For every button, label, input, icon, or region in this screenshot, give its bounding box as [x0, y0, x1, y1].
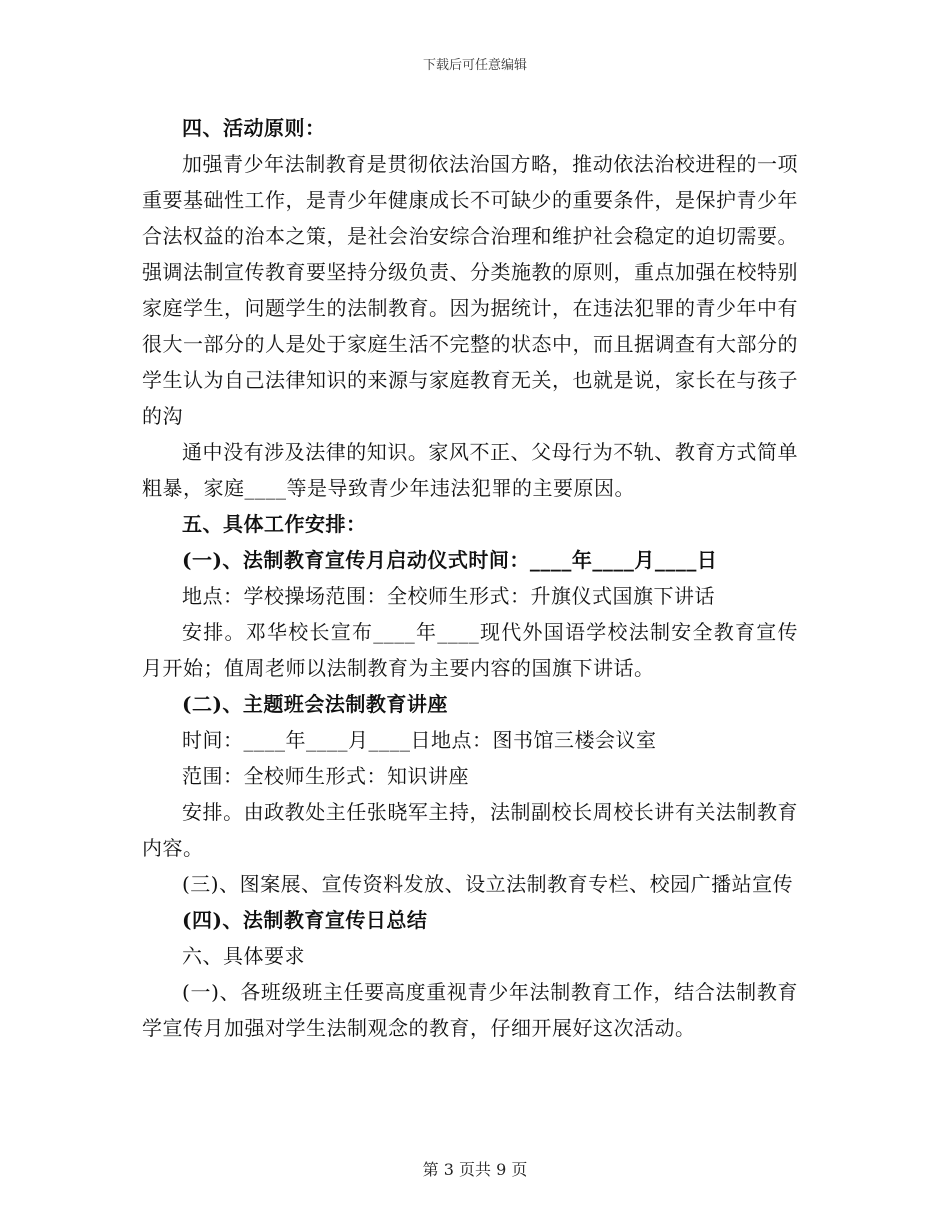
section-5-2-scope: 范围：全校师生形式：知识讲座: [182, 764, 469, 788]
section-5-1-heading: (一)、法制教育宣传月启动仪式时间：____年____月____日: [182, 548, 718, 572]
section-6-1-paragraph: (一)、各班级班主任要高度重视青少年法制教育工作，结合法制教育学宣传月加强对学生法制观念的教育，仔细开展好这次活动。: [142, 980, 798, 1040]
page-number: 第 3 页共 9 页: [422, 1160, 528, 1179]
section-5-2-arrangement: 安排。由政教处主任张晓军主持，法制副校长周校长讲有关法制教育内容。: [142, 800, 798, 860]
section-4-paragraph-2: 通中没有涉及法律的知识。家风不正、父母行为不轨、教育方式简单粗暴，家庭____等是导致青少年违法犯罪的主要原因。: [142, 440, 798, 500]
section-5-1-arrangement: 安排。邓华校长宣布____年____现代外国语学校法制安全教育宣传月开始；值周老师以法制教育为主要内容的国旗下讲话。: [142, 620, 798, 680]
section-5-2-time: 时间：____年____月____日地点：图书馆三楼会议室: [182, 728, 657, 752]
document-body: [142, 110, 798, 1046]
section-5-4-heading: (四)、法制教育宣传日总结: [182, 908, 428, 932]
section-6-heading: 六、具体要求: [182, 944, 305, 968]
section-5-3-heading: (三)、图案展、宣传资料发放、设立法制教育专栏、校园广播站宣传: [182, 872, 794, 896]
section-4-heading: 四、活动原则：: [182, 116, 326, 140]
section-5-heading: 五、具体工作安排：: [182, 512, 367, 536]
section-5-1-place: 地点：学校操场范围：全校师生形式：升旗仪式国旗下讲话: [182, 584, 715, 608]
section-5-2-heading: (二)、主题班会法制教育讲座: [182, 692, 448, 716]
header-note: 下载后可任意编辑: [422, 58, 527, 73]
section-4-paragraph-1: 加强青少年法制教育是贯彻依法治国方略，推动依法治校进程的一项重要基础性工作，是青少年健康成长不可缺少的重要条件，是保护青少年合法权益的治本之策，是社会治安综合治理和维护社会稳定的迫切需要。强调法制宣传教育要坚持分级负责、分类施教的原则，重点加强在校特别家庭学生，问题学生的法制教育。因为据统计，在违法犯罪的青少年中有很大一部分的人是处于家庭生活不完整的状态中，而且据调查有大部分的学生认为自己法律知识的来源与家庭教育无关，也就是说，家长在与孩子的沟: [142, 152, 798, 428]
